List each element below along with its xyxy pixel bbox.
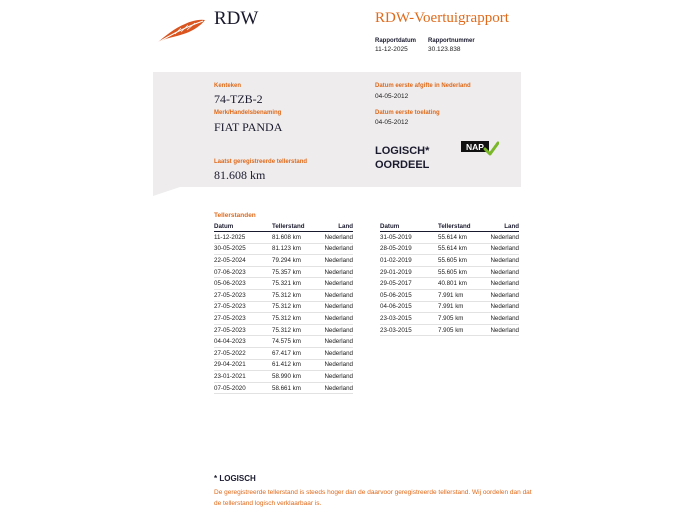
- cell-land: Nederland: [318, 347, 353, 359]
- cell-datum: 04-06-2015: [380, 301, 438, 313]
- cell-datum: 23-03-2015: [380, 324, 438, 336]
- table-row: [380, 255, 519, 267]
- col-datum: Datum: [380, 222, 438, 232]
- odometer-table-right: [380, 222, 519, 336]
- rapportdatum-label: Rapportdatum: [375, 38, 416, 44]
- table-row: [214, 255, 353, 267]
- cell-land: Nederland: [484, 243, 519, 255]
- cell-tellerstand: 61.412 km: [272, 359, 318, 371]
- table-row: [214, 324, 353, 336]
- table-row: [380, 301, 519, 313]
- table-row: [214, 278, 353, 290]
- brand-title: RDW: [214, 8, 259, 29]
- cell-land: Nederland: [318, 289, 353, 301]
- cell-land: Nederland: [318, 255, 353, 267]
- table-row: [214, 313, 353, 325]
- cell-land: Nederland: [318, 266, 353, 278]
- cell-tellerstand: 55.605 km: [438, 255, 484, 267]
- cell-datum: 28-05-2019: [380, 243, 438, 255]
- oordeel-line-2: OORDEEL: [375, 159, 430, 171]
- cell-land: Nederland: [484, 289, 519, 301]
- cell-datum: 30-05-2025: [214, 243, 272, 255]
- cell-datum: 22-05-2024: [214, 255, 272, 267]
- rapportnummer-label: Rapportnummer: [428, 38, 475, 44]
- oordeel-line-1: LOGISCH*: [375, 145, 430, 157]
- rapportdatum-value: 11-12-2025: [375, 46, 408, 53]
- cell-land: Nederland: [318, 371, 353, 383]
- table-row: [380, 313, 519, 325]
- merk-value: FIAT PANDA: [214, 120, 283, 134]
- cell-tellerstand: 75.321 km: [272, 278, 318, 290]
- cell-land: Nederland: [318, 336, 353, 348]
- cell-tellerstand: 75.312 km: [272, 324, 318, 336]
- cell-tellerstand: 79.294 km: [272, 255, 318, 267]
- vehicle-info-panel: [153, 72, 521, 187]
- feather-logo-icon: [155, 16, 207, 46]
- table-row: [380, 278, 519, 290]
- cell-tellerstand: 7.905 km: [438, 313, 484, 325]
- cell-land: Nederland: [484, 324, 519, 336]
- oordeel-text: [375, 144, 455, 172]
- table-row: [380, 289, 519, 301]
- table-row: [380, 324, 519, 336]
- cell-tellerstand: 74.575 km: [272, 336, 318, 348]
- kenteken-value: 74-TZB-2: [214, 92, 263, 106]
- cell-tellerstand: 81.123 km: [272, 243, 318, 255]
- cell-datum: 27-05-2023: [214, 324, 272, 336]
- col-land: Land: [484, 222, 519, 232]
- cell-datum: 01-02-2019: [380, 255, 438, 267]
- cell-datum: 27-05-2023: [214, 313, 272, 325]
- cell-land: Nederland: [318, 313, 353, 325]
- table-row: [214, 289, 353, 301]
- cell-tellerstand: 75.357 km: [272, 266, 318, 278]
- tellerstand-value: 81.608 km: [214, 168, 266, 182]
- cell-datum: 05-06-2015: [380, 289, 438, 301]
- merk-label: Merk/Handelsbenaming: [214, 110, 282, 116]
- table-row: [380, 232, 519, 244]
- nap-logo-icon: [461, 140, 499, 156]
- cell-tellerstand: 58.990 km: [272, 371, 318, 383]
- cell-land: Nederland: [484, 232, 519, 244]
- cell-datum: 29-04-2021: [214, 359, 272, 371]
- table-row: [214, 301, 353, 313]
- cell-land: Nederland: [318, 232, 353, 244]
- rapportnummer-value: 30.123.838: [428, 46, 461, 53]
- cell-land: Nederland: [318, 382, 353, 394]
- table-row: [214, 359, 353, 371]
- table-row: [214, 347, 353, 359]
- col-tellerstand: Tellerstand: [272, 222, 318, 232]
- cell-datum: 31-05-2019: [380, 232, 438, 244]
- cell-datum: 27-05-2022: [214, 347, 272, 359]
- cell-land: Nederland: [318, 359, 353, 371]
- cell-tellerstand: 40.801 km: [438, 278, 484, 290]
- cell-tellerstand: 7.905 km: [438, 324, 484, 336]
- cell-datum: 07-05-2020: [214, 382, 272, 394]
- table-header-row: [214, 222, 353, 232]
- table-row: [380, 243, 519, 255]
- afgifte-label: Datum eerste afgifte in Nederland: [375, 83, 471, 89]
- tellerstand-label: Laatst geregistreerde tellerstand: [214, 159, 308, 165]
- cell-datum: 27-05-2023: [214, 301, 272, 313]
- cell-datum: 04-04-2023: [214, 336, 272, 348]
- cell-land: Nederland: [484, 313, 519, 325]
- cell-tellerstand: 7.991 km: [438, 289, 484, 301]
- cell-datum: 29-01-2019: [380, 266, 438, 278]
- cell-tellerstand: 75.312 km: [272, 313, 318, 325]
- cell-datum: 27-05-2023: [214, 289, 272, 301]
- cell-land: Nederland: [318, 243, 353, 255]
- col-tellerstand: Tellerstand: [438, 222, 484, 232]
- report-title: RDW-Voertuigrapport: [375, 10, 509, 26]
- cell-tellerstand: 81.608 km: [272, 232, 318, 244]
- table-header-row: [380, 222, 519, 232]
- cell-datum: 23-01-2021: [214, 371, 272, 383]
- cell-land: Nederland: [318, 324, 353, 336]
- cell-datum: 07-06-2023: [214, 266, 272, 278]
- toelating-label: Datum eerste toelating: [375, 110, 440, 116]
- kenteken-label: Kenteken: [214, 83, 242, 89]
- afgifte-value: 04-05-2012: [375, 93, 409, 100]
- table-row: [214, 266, 353, 278]
- cell-land: Nederland: [484, 301, 519, 313]
- odometer-table-left: [214, 222, 353, 394]
- cell-datum: 05-06-2023: [214, 278, 272, 290]
- panel-notch: [153, 186, 183, 196]
- col-land: Land: [318, 222, 353, 232]
- col-datum: Datum: [214, 222, 272, 232]
- cell-tellerstand: 55.605 km: [438, 266, 484, 278]
- cell-datum: 29-05-2017: [380, 278, 438, 290]
- table-row: [214, 371, 353, 383]
- table-row: [214, 336, 353, 348]
- footnote-text: De geregistreerde tellerstand is steeds hoger dan de daarvoor geregistreerde tellerstand. Wij oordelen dan dat de tellerstand logisch verklaarbaar is.: [214, 489, 532, 507]
- cell-tellerstand: 67.417 km: [272, 347, 318, 359]
- table-row: [214, 243, 353, 255]
- cell-tellerstand: 75.312 km: [272, 301, 318, 313]
- cell-land: Nederland: [318, 278, 353, 290]
- cell-land: Nederland: [484, 266, 519, 278]
- cell-land: Nederland: [318, 301, 353, 313]
- cell-tellerstand: 7.991 km: [438, 301, 484, 313]
- cell-tellerstand: 55.614 km: [438, 243, 484, 255]
- table-row: [380, 266, 519, 278]
- cell-tellerstand: 55.614 km: [438, 232, 484, 244]
- cell-datum: 23-03-2015: [380, 313, 438, 325]
- cell-datum: 11-12-2025: [214, 232, 272, 244]
- tellerstanden-title: Tellerstanden: [214, 212, 256, 219]
- footnote-title: * LOGISCH: [214, 474, 256, 483]
- cell-land: Nederland: [484, 278, 519, 290]
- cell-tellerstand: 75.312 km: [272, 289, 318, 301]
- nap-logo-text: NAP: [466, 142, 484, 152]
- cell-tellerstand: 58.661 km: [272, 382, 318, 394]
- cell-land: Nederland: [484, 255, 519, 267]
- toelating-value: 04-05-2012: [375, 119, 409, 126]
- table-row: [214, 382, 353, 394]
- table-row: [214, 232, 353, 244]
